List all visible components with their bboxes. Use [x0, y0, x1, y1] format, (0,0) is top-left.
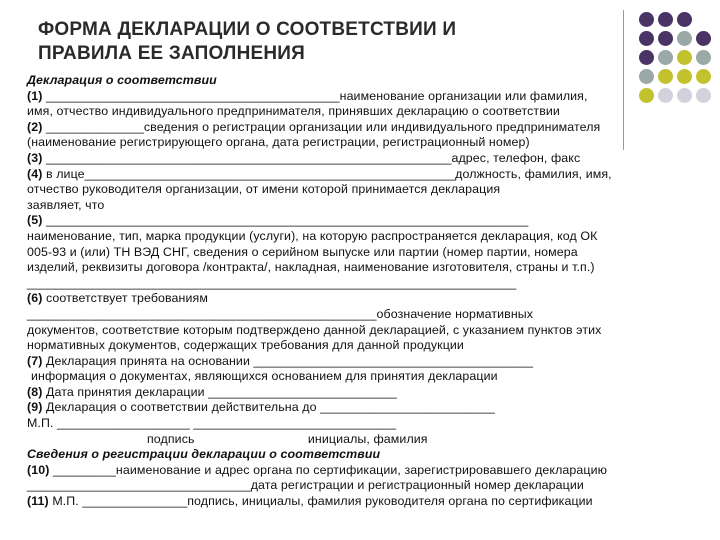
field-2-number: (2) [27, 119, 43, 134]
field-2 [27, 120, 707, 136]
field-7-text: Декларация принята на основании ________________________________________ [46, 353, 534, 368]
field-8-text: Дата принятия декларации ___________________________ [46, 384, 397, 399]
field-10 [27, 463, 707, 479]
field-6-text: соответствует требованиям [46, 291, 208, 306]
decor-dot [639, 12, 654, 27]
field-5-blank-line: ______________________________________________________________________ [27, 275, 517, 290]
declares-line: заявляет, что [27, 197, 105, 212]
decor-dot [658, 50, 673, 65]
decor-dot [677, 50, 692, 65]
field-6 [27, 291, 707, 307]
registration-heading: Сведения о регистрации декларации о соответствии [27, 447, 381, 462]
field-6-number: (6) [27, 291, 43, 306]
signature-labels: подпись инициалы, фамилия [147, 431, 428, 446]
field-7-number: (7) [27, 353, 43, 368]
field-5-description-1: наименование, тип, марка продукции (услуги), на которую распространяется декларация, код ОК [27, 228, 598, 243]
field-5-number: (5) [27, 213, 43, 228]
field-4-text: в лице_____________________________________________________должность, фамилия, имя, [46, 166, 612, 181]
stamp-signature-line: М.П. ___________________ _____________________________ [27, 416, 397, 431]
decor-dot [658, 12, 673, 27]
field-5-description-2: 005-93 и (или) ТН ВЭД СНГ, сведения о серийном выпуске или партии (номер партии, номера [27, 244, 578, 259]
field-9-number: (9) [27, 400, 43, 415]
field-11 [27, 494, 707, 510]
field-7-description: информация о документах, являющихся основанием для принятия декларации [31, 369, 498, 384]
field-1-text: __________________________________________наименование организации или фамилия, [46, 88, 588, 103]
decor-dot [677, 12, 692, 27]
decor-dot [696, 31, 711, 46]
field-4-number: (4) [27, 166, 43, 181]
decor-dot [677, 31, 692, 46]
title-line-2: ПРАВИЛА ЕЕ ЗАПОЛНЕНИЯ [38, 43, 306, 64]
field-6-description-3: нормативных документов, содержащих требования для данной продукции [27, 338, 464, 353]
field-10-number: (10) [27, 462, 50, 477]
field-4 [27, 167, 707, 183]
decor-dot [696, 50, 711, 65]
field-7 [27, 354, 707, 370]
field-1-number: (1) [27, 88, 43, 103]
title-line-1: ФОРМА ДЕКЛАРАЦИИ О СООТВЕТСТВИИ И [38, 19, 457, 40]
field-3-text: __________________________________________________________адрес, телефон, факс [46, 150, 581, 165]
field-6-description-1: __________________________________________________обозначение нормативных [27, 306, 534, 321]
field-9 [27, 400, 707, 416]
decor-dot [658, 31, 673, 46]
field-11-number: (11) [27, 494, 49, 509]
field-2-text: ______________сведения о регистрации организации или индивидуального предпринимателя [46, 119, 601, 134]
field-8-number: (8) [27, 384, 43, 399]
field-10-description: ________________________________дата регистрации и регистрационный номер декларации [27, 478, 584, 493]
page-title [38, 18, 598, 66]
field-8 [27, 385, 707, 401]
field-1-description: имя, отчество индивидуального предпринимателя, принявших декларацию о соответствии [27, 104, 560, 119]
field-10-text: _________наименование и адрес органа по сертификации, зарегистрировавшего декларацию [52, 462, 607, 477]
field-5-text: _____________________________________________________________________ [46, 213, 529, 228]
field-9-text: Декларация о соответствии действительна до _________________________ [46, 400, 495, 415]
decor-dot [639, 31, 654, 46]
field-3-number: (3) [27, 150, 43, 165]
field-2-description: (наименование регистрирующего органа, дата регистрации, регистрационный номер) [27, 135, 530, 150]
field-4-description: отчество руководителя организации, от имени которой принимается декларация [27, 182, 501, 197]
declaration-form-text [27, 73, 707, 510]
declaration-heading: Декларация о соответствии [27, 73, 217, 87]
field-1 [27, 89, 707, 105]
field-5-description-3: изделий, реквизиты договора /контракта/, накладная, наименование изготовителя, страны и т.п.) [27, 260, 595, 275]
field-3 [27, 151, 707, 167]
field-6-description-2: документов, соответствие которым подтверждено данной декларацией, с указанием пунктов этих [27, 322, 602, 337]
field-11-text: М.П. _______________подпись, инициалы, фамилия руководителя органа по сертификации [52, 494, 593, 509]
decor-dot [639, 50, 654, 65]
field-5 [27, 213, 707, 229]
